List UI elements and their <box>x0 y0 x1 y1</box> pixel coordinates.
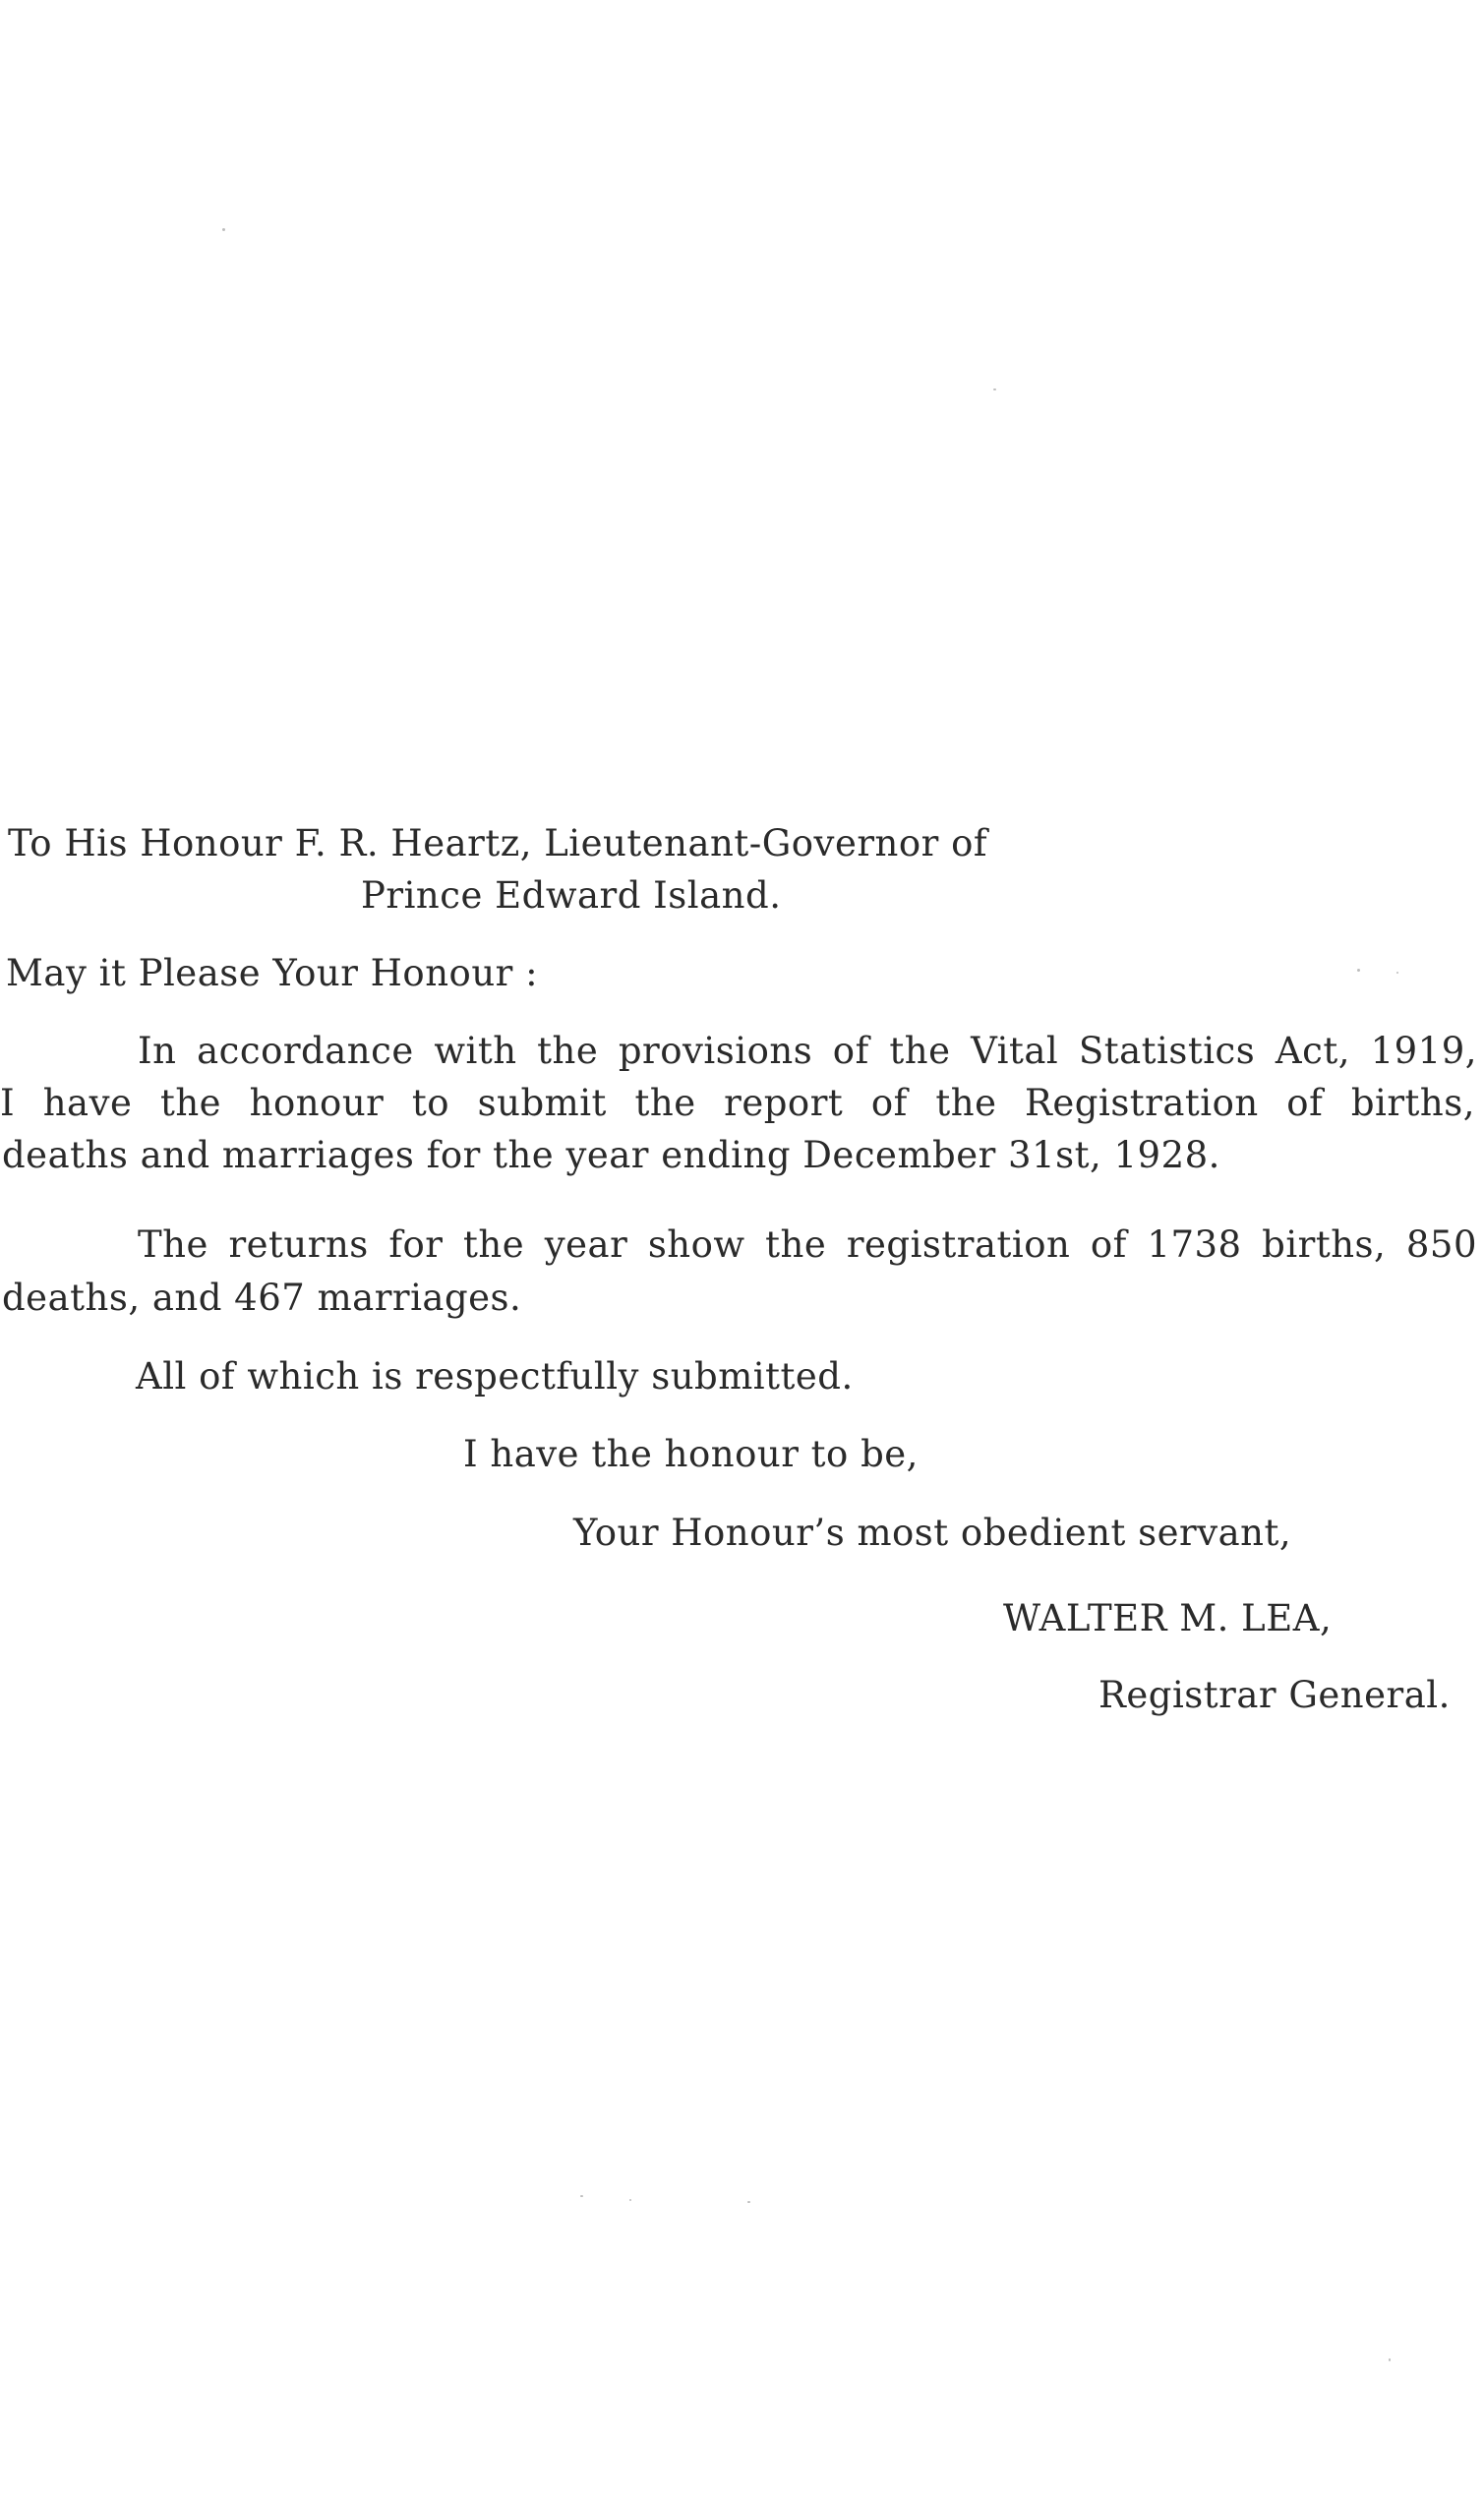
scan-speck <box>222 228 225 231</box>
address-line-1: To His Honour F. R. Heartz, Lieutenant-Governor of <box>8 822 988 864</box>
scan-speck <box>580 2195 583 2197</box>
closing-line-1: I have the honour to be, <box>463 1433 919 1475</box>
paragraph-1-line-1: In accordance with the provisions of the Vital Statistics Act, 1919, <box>138 1030 1477 1072</box>
paragraph-2-line-1: The returns for the year show the registration of 1738 births, 850 <box>138 1223 1477 1266</box>
closing-line-2: Your Honour’s most obedient servant, <box>573 1512 1292 1554</box>
paragraph-3: All of which is respectfully submitted. <box>136 1355 854 1398</box>
address-line-2: Prince Edward Island. <box>361 874 782 917</box>
scan-speck <box>1389 2358 1391 2361</box>
scan-speck <box>1396 972 1398 974</box>
paragraph-2-line-2: deaths, and 467 marriages. <box>2 1277 522 1319</box>
signature-name: WALTER M. LEA, <box>1003 1597 1333 1639</box>
scan-speck <box>993 388 996 390</box>
scan-speck <box>629 2199 631 2201</box>
salutation: May it Please Your Honour : <box>6 952 539 994</box>
signature-title: Registrar General. <box>1098 1674 1451 1716</box>
scan-speck <box>1357 969 1360 972</box>
paragraph-1-line-3: deaths and marriages for the year ending December 31st, 1928. <box>2 1134 1220 1176</box>
paragraph-1-line-2: I have the honour to submit the report of the Registration of births, <box>0 1082 1475 1124</box>
scan-speck <box>747 2201 750 2203</box>
